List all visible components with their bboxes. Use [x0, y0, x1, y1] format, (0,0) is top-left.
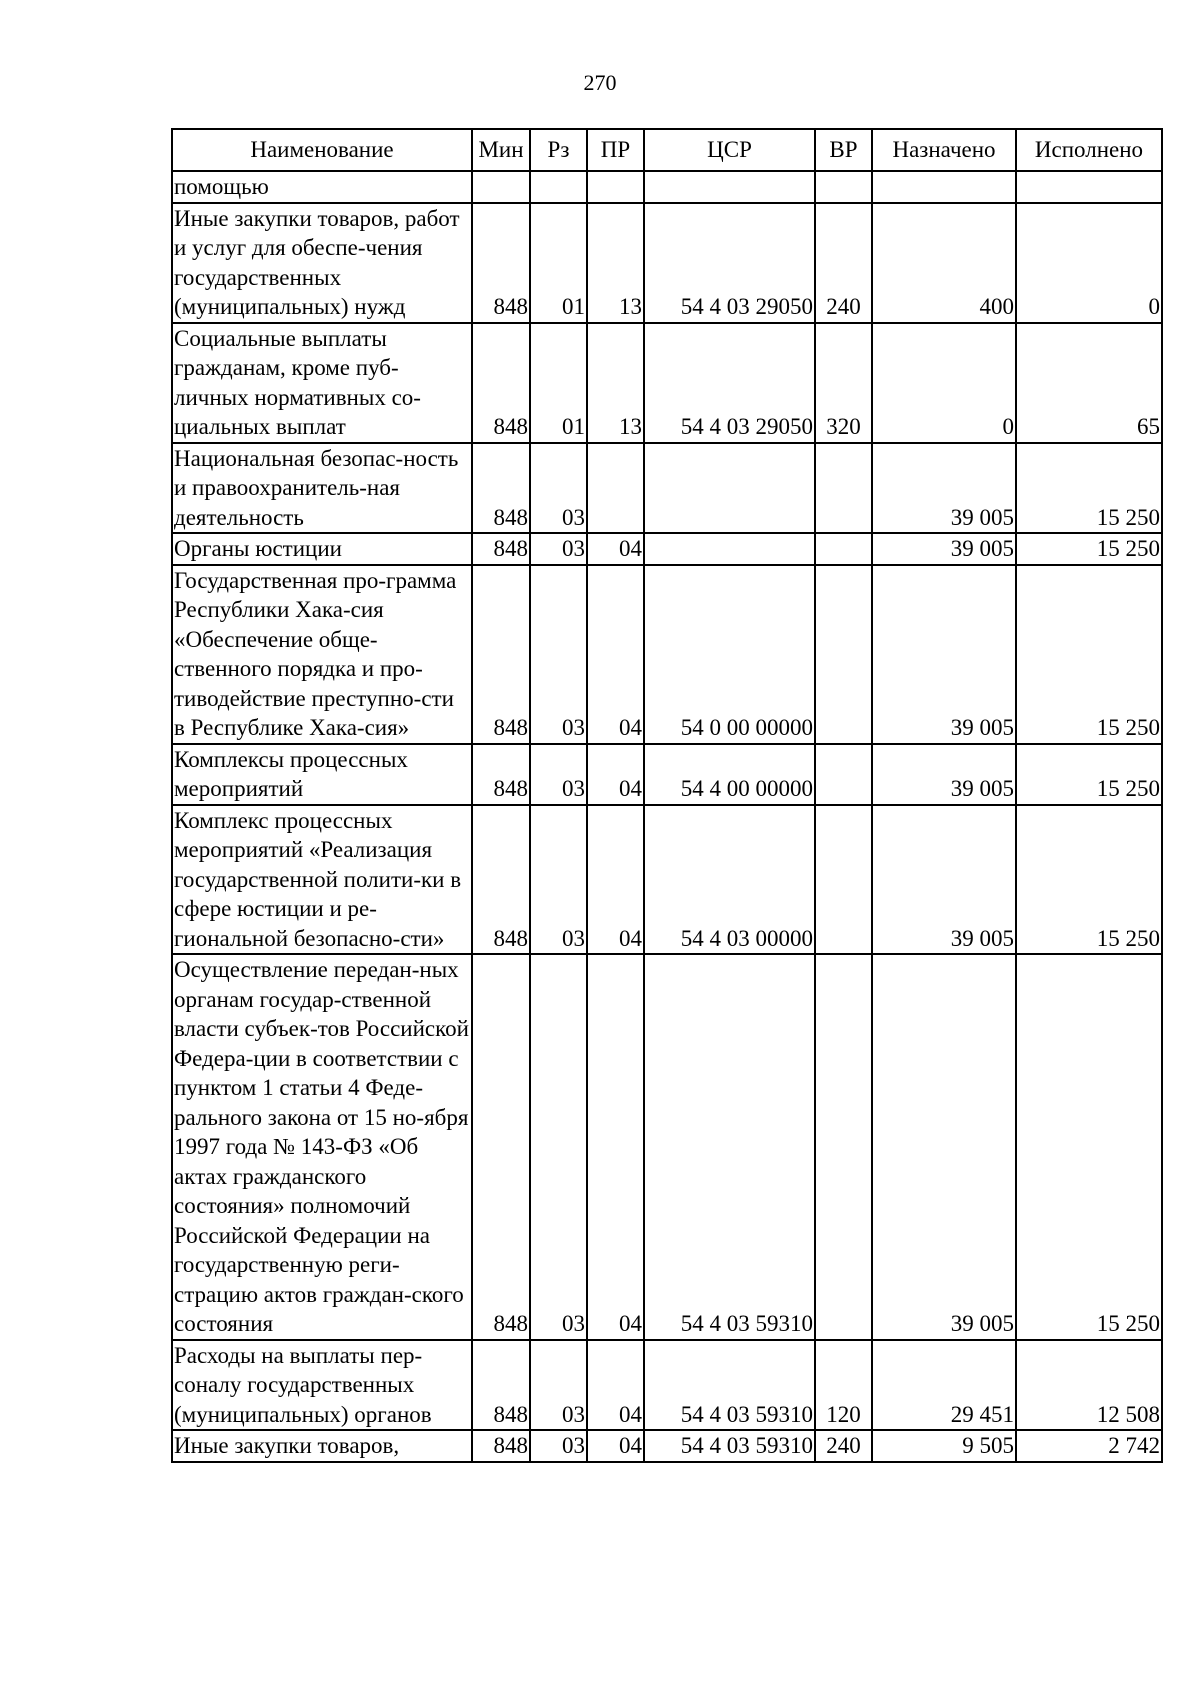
cell-vr: 240	[815, 203, 872, 323]
cell-executed: 15 250	[1016, 443, 1162, 534]
cell-executed	[1016, 171, 1162, 203]
cell-assigned: 39 005	[872, 443, 1016, 534]
cell-pr: 04	[587, 1340, 644, 1431]
table-row	[172, 443, 1162, 534]
table-row	[172, 565, 1162, 744]
cell-rz: 03	[530, 954, 587, 1340]
cell-rz: 03	[530, 1430, 587, 1462]
cell-min: 848	[472, 805, 530, 955]
cell-rz	[530, 171, 587, 203]
cell-csr: 54 4 03 29050	[644, 323, 815, 443]
cell-assigned: 39 005	[872, 533, 1016, 565]
cell-executed: 0	[1016, 203, 1162, 323]
cell-pr: 04	[587, 1430, 644, 1462]
header-assigned: Назначено	[872, 129, 1016, 171]
table-body	[172, 171, 1162, 1462]
header-vr: ВР	[815, 129, 872, 171]
header-row	[172, 129, 1162, 171]
cell-csr	[644, 171, 815, 203]
header-name: Наименование	[172, 129, 472, 171]
cell-vr: 240	[815, 1430, 872, 1462]
cell-name: Комплексы процессных мероприятий	[172, 744, 472, 805]
cell-csr: 54 0 00 00000	[644, 565, 815, 744]
cell-rz: 03	[530, 533, 587, 565]
cell-min: 848	[472, 1340, 530, 1431]
header-pr: ПР	[587, 129, 644, 171]
cell-executed: 12 508	[1016, 1340, 1162, 1431]
cell-min: 848	[472, 323, 530, 443]
cell-min: 848	[472, 443, 530, 534]
cell-assigned: 39 005	[872, 805, 1016, 955]
cell-vr: 320	[815, 323, 872, 443]
cell-rz: 03	[530, 805, 587, 955]
cell-rz: 01	[530, 203, 587, 323]
cell-assigned: 39 005	[872, 744, 1016, 805]
page-number: 270	[583, 70, 617, 95]
table-row	[172, 805, 1162, 955]
budget-table	[171, 128, 1163, 1463]
cell-pr: 13	[587, 203, 644, 323]
cell-name: Органы юстиции	[172, 533, 472, 565]
cell-csr	[644, 533, 815, 565]
cell-pr: 04	[587, 744, 644, 805]
cell-csr: 54 4 00 00000	[644, 744, 815, 805]
cell-pr	[587, 171, 644, 203]
table-row	[172, 954, 1162, 1340]
cell-csr	[644, 443, 815, 534]
cell-name: Государственная про-грамма Республики Хака-сия «Обеспечение обще-ственного порядка и про-тиводействие преступно-сти в Республике Хака-сия»	[172, 565, 472, 744]
cell-assigned: 39 005	[872, 954, 1016, 1340]
cell-vr	[815, 533, 872, 565]
cell-vr	[815, 443, 872, 534]
cell-name: помощью	[172, 171, 472, 203]
cell-executed: 15 250	[1016, 565, 1162, 744]
cell-min: 848	[472, 565, 530, 744]
cell-min: 848	[472, 203, 530, 323]
cell-min: 848	[472, 1430, 530, 1462]
cell-min	[472, 171, 530, 203]
cell-rz: 03	[530, 565, 587, 744]
cell-name: Расходы на выплаты пер-соналу государственных (муниципальных) органов	[172, 1340, 472, 1431]
cell-pr: 04	[587, 533, 644, 565]
cell-pr: 13	[587, 323, 644, 443]
table-row	[172, 171, 1162, 203]
cell-assigned: 9 505	[872, 1430, 1016, 1462]
cell-csr: 54 4 03 59310	[644, 954, 815, 1340]
cell-executed: 65	[1016, 323, 1162, 443]
cell-pr: 04	[587, 565, 644, 744]
cell-assigned	[872, 171, 1016, 203]
table-row	[172, 533, 1162, 565]
table-row	[172, 744, 1162, 805]
cell-name: Социальные выплаты гражданам, кроме пуб-личных нормативных со-циальных выплат	[172, 323, 472, 443]
cell-csr: 54 4 03 59310	[644, 1430, 815, 1462]
cell-min: 848	[472, 533, 530, 565]
cell-assigned: 0	[872, 323, 1016, 443]
cell-assigned: 400	[872, 203, 1016, 323]
cell-name: Комплекс процессных мероприятий «Реализация государственной полити-ки в сфере юстиции и ре-гиональной безопасно-сти»	[172, 805, 472, 955]
cell-name: Иные закупки товаров,	[172, 1430, 472, 1462]
cell-vr: 120	[815, 1340, 872, 1431]
table-row	[172, 323, 1162, 443]
header-rz: Рз	[530, 129, 587, 171]
cell-rz: 03	[530, 1340, 587, 1431]
cell-executed: 15 250	[1016, 805, 1162, 955]
table-row	[172, 1430, 1162, 1462]
cell-rz: 01	[530, 323, 587, 443]
cell-executed: 2 742	[1016, 1430, 1162, 1462]
cell-name: Национальная безопас-ность и правоохранитель-ная деятельность	[172, 443, 472, 534]
cell-assigned: 29 451	[872, 1340, 1016, 1431]
cell-csr: 54 4 03 59310	[644, 1340, 815, 1431]
cell-rz: 03	[530, 443, 587, 534]
cell-vr	[815, 744, 872, 805]
cell-name: Иные закупки товаров, работ и услуг для обеспе-чения государственных (муниципальных) нужд	[172, 203, 472, 323]
header-csr: ЦСР	[644, 129, 815, 171]
cell-vr	[815, 171, 872, 203]
cell-assigned: 39 005	[872, 565, 1016, 744]
cell-min: 848	[472, 744, 530, 805]
cell-csr: 54 4 03 29050	[644, 203, 815, 323]
cell-rz: 03	[530, 744, 587, 805]
cell-pr	[587, 443, 644, 534]
cell-vr	[815, 565, 872, 744]
cell-csr: 54 4 03 00000	[644, 805, 815, 955]
table-row	[172, 203, 1162, 323]
header-executed: Исполнено	[1016, 129, 1162, 171]
cell-name: Осуществление передан-ных органам государ-ственной власти субъек-тов Российской Федера-ции в соответствии с пунктом 1 статьи 4 Феде-рального закона от 15 но-ября 1997 года № 143-ФЗ «Об актах гражданского состояния» полномочий Российской Федерации на государственную реги-страцию актов граждан-ского состояния	[172, 954, 472, 1340]
cell-executed: 15 250	[1016, 533, 1162, 565]
cell-executed: 15 250	[1016, 744, 1162, 805]
table-header	[172, 129, 1162, 171]
cell-vr	[815, 954, 872, 1340]
header-min: Мин	[472, 129, 530, 171]
cell-pr: 04	[587, 805, 644, 955]
table-row	[172, 1340, 1162, 1431]
cell-executed: 15 250	[1016, 954, 1162, 1340]
cell-pr: 04	[587, 954, 644, 1340]
cell-min: 848	[472, 954, 530, 1340]
cell-vr	[815, 805, 872, 955]
